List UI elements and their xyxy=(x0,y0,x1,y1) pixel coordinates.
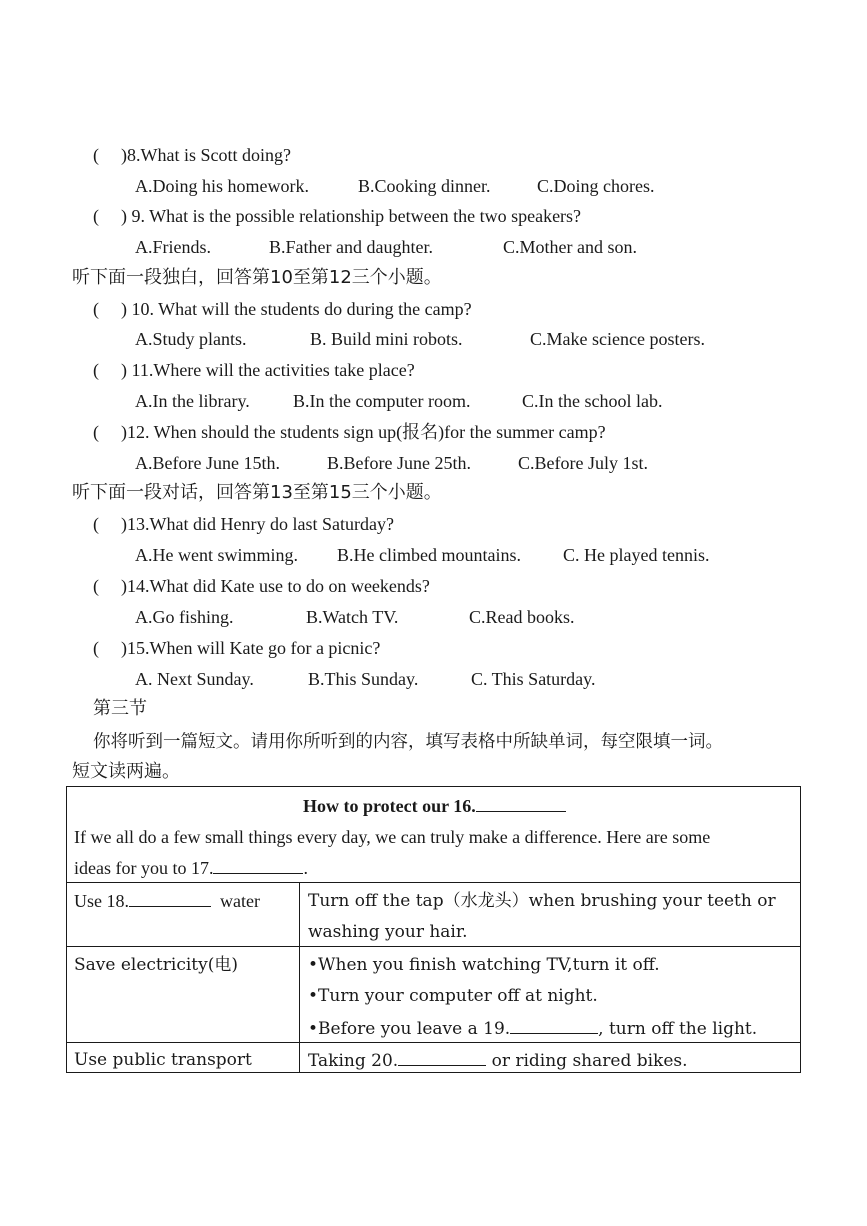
answer-bracket: ( xyxy=(93,145,99,165)
row-water-tip-line2: washing your hair. xyxy=(308,922,468,942)
question-14: ( )14.What did Kate use to do on weekends? xyxy=(93,576,430,596)
table-divider xyxy=(67,1042,800,1043)
table-divider xyxy=(67,882,800,883)
row-electricity-tip-2: •Turn your computer off at night. xyxy=(308,986,598,1006)
option-a: A.Doing his homework. xyxy=(135,176,309,196)
row-electricity-label: Save electricity(电) xyxy=(74,955,238,975)
option-b: B.This Sunday. xyxy=(308,669,419,689)
option-b: B.Cooking dinner. xyxy=(358,176,491,196)
blank-16[interactable] xyxy=(476,795,566,812)
dialogue-instruction: 听下面一段对话，回答第13至第15三个小题。 xyxy=(72,482,442,503)
row-transport-label: Use public transport xyxy=(74,1050,252,1070)
option-b: B.Watch TV. xyxy=(306,607,399,627)
blank-17[interactable] xyxy=(213,857,303,874)
option-b: B.Father and daughter. xyxy=(269,237,433,257)
option-c: C.Read books. xyxy=(469,607,575,627)
question-9: ( ) 9. What is the possible relationship between the two speakers? xyxy=(93,206,582,226)
section-3-instruction: 你将听到一篇短文。请用你所听到的内容，填写表格中所缺单词，每空限填一词。 xyxy=(93,732,723,752)
option-b: B.In the computer room. xyxy=(293,391,471,411)
option-b: B.He climbed mountains. xyxy=(337,545,521,565)
option-a: A.In the library. xyxy=(135,391,250,411)
row-electricity-tip-1: •When you finish watching TV,turn it off. xyxy=(308,955,660,975)
option-b: B.Before June 25th. xyxy=(327,453,471,473)
question-8: ( )8.What is Scott doing? xyxy=(93,145,291,165)
section-3-instruction-cont: 短文读两遍。 xyxy=(72,761,180,782)
blank-18[interactable] xyxy=(129,890,211,907)
blank-19[interactable] xyxy=(510,1017,598,1034)
row-water-label: Use 18. water xyxy=(74,891,260,911)
option-c: C.In the school lab. xyxy=(522,391,663,411)
question-10: ( ) 10. What will the students do during the camp? xyxy=(93,299,472,319)
option-b: B. Build mini robots. xyxy=(310,329,463,349)
option-a: A.Before June 15th. xyxy=(135,453,280,473)
table-column-divider xyxy=(299,882,300,1072)
option-a: A. Next Sunday. xyxy=(135,669,254,689)
option-c: C.Doing chores. xyxy=(537,176,655,196)
row-transport-tip: Taking 20. or riding shared bikes. xyxy=(308,1051,688,1071)
table-divider xyxy=(67,946,800,947)
option-a: A.Friends. xyxy=(135,237,211,257)
option-a: A.He went swimming. xyxy=(135,545,298,565)
table-intro-line2: ideas for you to 17. . xyxy=(74,858,308,878)
fill-in-table xyxy=(66,786,801,1073)
question-15: ( )15.When will Kate go for a picnic? xyxy=(93,638,381,658)
section-3-heading: 第三节 xyxy=(93,698,147,719)
question-11: ( ) 11.Where will the activities take place? xyxy=(93,360,415,380)
question-13: ( )13.What did Henry do last Saturday? xyxy=(93,514,394,534)
table-intro-line1: If we all do a few small things every day, we can truly make a difference. Here are some xyxy=(74,827,711,847)
option-a: A.Go fishing. xyxy=(135,607,234,627)
option-c: C. This Saturday. xyxy=(471,669,596,689)
question-12: ( )12. When should the students sign up(报名)for the summer camp? xyxy=(93,422,606,442)
blank-20[interactable] xyxy=(398,1049,486,1066)
monologue-instruction: 听下面一段独白，回答第10至第12三个小题。 xyxy=(72,267,442,288)
option-c: C.Mother and son. xyxy=(503,237,637,257)
option-a: A.Study plants. xyxy=(135,329,247,349)
option-c: C.Before July 1st. xyxy=(518,453,648,473)
table-title: How to protect our 16. xyxy=(303,795,566,817)
row-electricity-tip-3: •Before you leave a 19. , turn off the light. xyxy=(308,1019,758,1039)
row-water-tip-line1: Turn off the tap（水龙头）when brushing your teeth or xyxy=(308,891,776,911)
option-c: C. He played tennis. xyxy=(563,545,710,565)
option-c: C.Make science posters. xyxy=(530,329,705,349)
